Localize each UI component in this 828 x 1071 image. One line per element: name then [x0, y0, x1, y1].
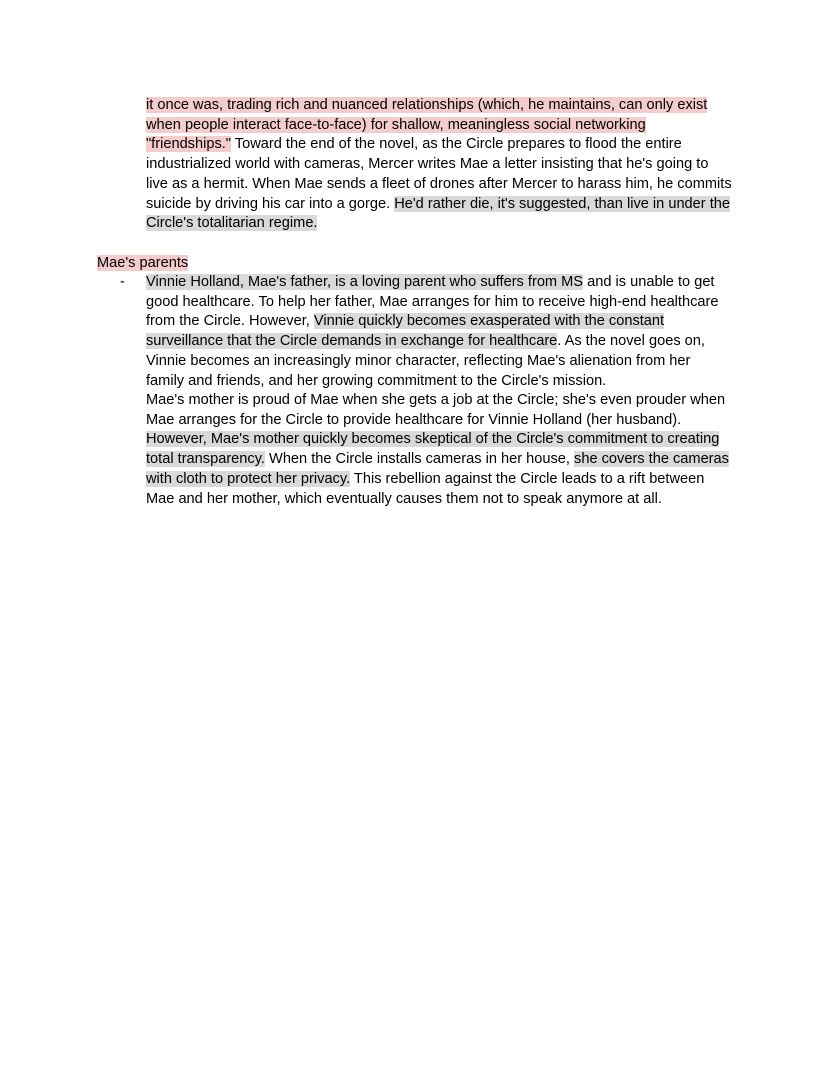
body-text: When the Circle installs cameras in her house, [264, 451, 575, 468]
gray-highlighted-text: Vinnie quickly becomes exasperated with the constant surveillance that the Circle demands in exchange for healthcare [146, 313, 665, 350]
mother-paragraph [146, 391, 732, 509]
mercer-paragraph [146, 96, 732, 234]
body-text: and is unable to get good healthcare. To help her father, Mae arranges for him to receive high-end healthcare from the Circle. However, [146, 274, 719, 330]
gray-highlighted-text: she covers the cameras with cloth to protect her privacy. [146, 451, 729, 487]
section-heading-text: Mae's parents [97, 255, 189, 271]
gray-highlighted-text: However, Mae's mother quickly becomes skeptical of the Circle's commitment to creating total transparency. [146, 431, 720, 468]
list-bullet-dash: - [120, 274, 125, 290]
body-text: This rebellion against the Circle leads to a rift between Mae and her mother, which eventually causes them not to speak anymore at all. [146, 470, 705, 507]
body-text: Toward the end of the novel, as the Circle prepares to flood the entire industrialized world with cameras, Mercer writes Mae a letter insisting that he's going to live as a hermit. When Mae sends a fleet of drones after Mercer to harass him, he commits suicide by driving his car into a gorge. [146, 136, 732, 212]
body-text: . As the novel goes on, Vinnie becomes an increasingly minor character, reflecting Mae's alienation from her family and friends, and her growing commitment to the Circle's mission. [146, 333, 705, 389]
gray-highlighted-text: He'd rather die, it's suggested, than live in under the Circle's totalitarian regime. [146, 195, 730, 232]
body-text: Mae's mother is proud of Mae when she gets a job at the Circle; she's even prouder when Mae arranges for the Circle to provide healthcare for Vinnie Holland (her husband). [146, 392, 726, 428]
father-paragraph [146, 273, 732, 391]
pink-highlighted-text: it once was, trading rich and nuanced relationships (which, he maintains, can only exist when people interact face-to-face) for shallow, meaningless social networking "friendships." [146, 97, 708, 153]
gray-highlighted-text: Vinnie Holland, Mae's father, is a loving parent who suffers from MS [146, 274, 584, 290]
section-heading [97, 254, 497, 274]
